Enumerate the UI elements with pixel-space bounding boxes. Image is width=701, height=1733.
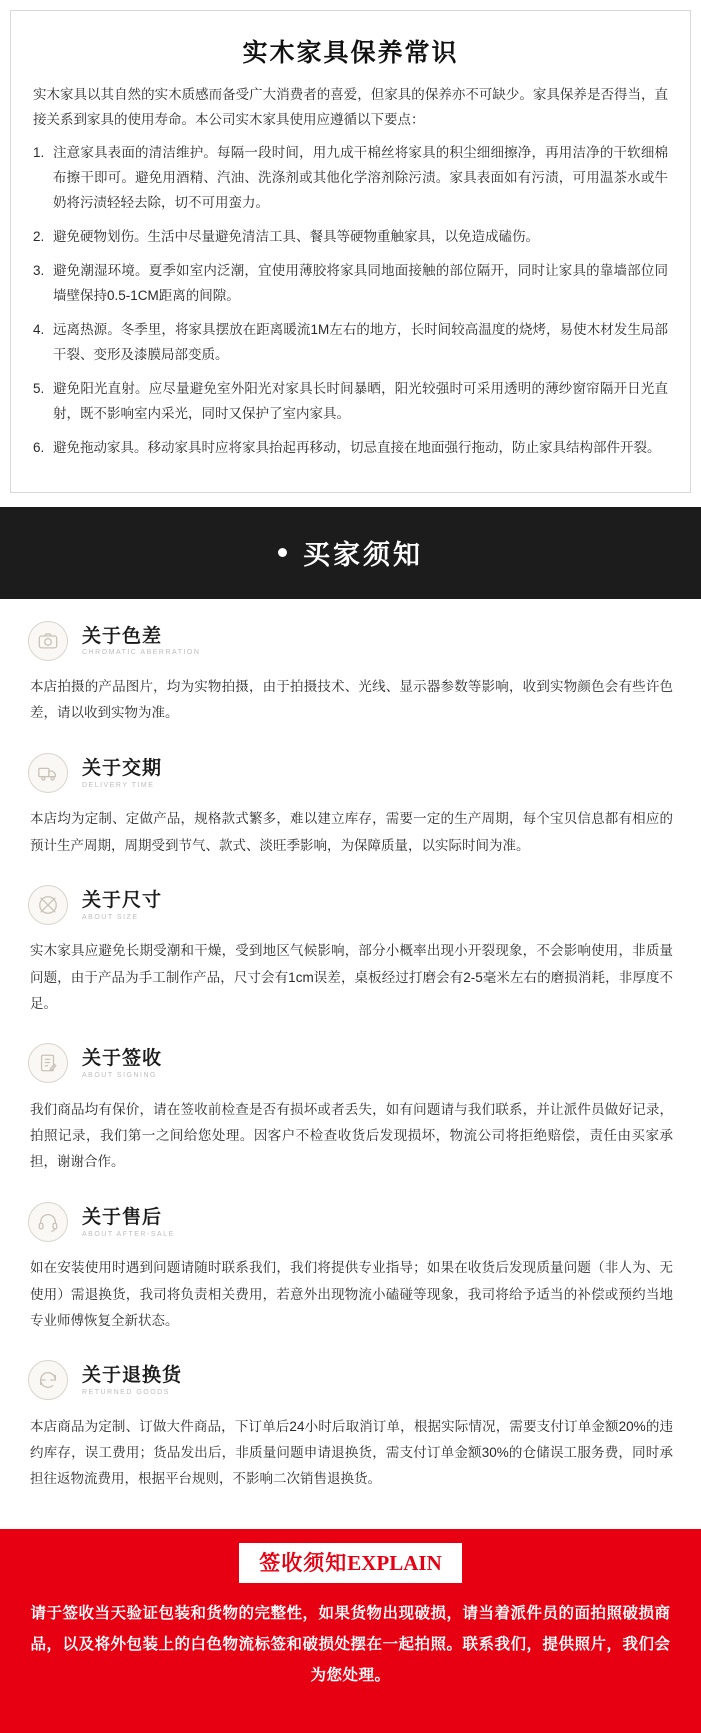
return-icon: [28, 1360, 68, 1400]
signature-icon: [28, 1043, 68, 1083]
care-tip-number: 4.: [33, 321, 45, 337]
notice-block-text: 我们商品均有保价，请在签收前检查是否有损坏或者丢失，如有问题请与我们联系，并让派件员做好记录，拍照记录，我们第一之间给您处理。因客户不检查收货后发现损坏，物流公司将拒绝赔偿，责任由买家承担，谢谢合作。: [30, 1101, 673, 1170]
notice-block-subtitle: CHROMATIC ABERRATION: [82, 649, 201, 657]
notice-block-titles: [82, 1206, 175, 1238]
care-tip-item: [33, 318, 668, 368]
truck-icon: [28, 753, 68, 793]
headset-icon: [28, 1202, 68, 1242]
notice-block-title: 关于退换货: [82, 1365, 183, 1387]
notice-block-text: 本店均为定制、定做产品，规格款式繁多，难以建立库存，需要一定的生产周期，每个宝贝信息都有相应的预计生产周期，周期受到节气、款式、淡旺季影响，为保障质量，以实际时间为准。: [30, 811, 673, 853]
notice-block-title: 关于尺寸: [82, 889, 163, 911]
care-tip-text: 避免硬物划伤。生活中尽量避免清洁工具、餐具等硬物重触家具，以免造成磕伤。: [53, 228, 539, 244]
notice-block-titles: [82, 1047, 162, 1079]
notice-block-header: [28, 885, 673, 925]
explain-badge-en: EXPLAIN: [347, 1550, 442, 1575]
buyer-notice-header: [0, 507, 701, 599]
notice-block-title: 关于色差: [82, 625, 163, 647]
care-tip-number: 5.: [33, 380, 45, 396]
care-tip-text: 注意家具表面的清洁维护。每隔一段时间，用九成干棉丝将家具的积尘细细擦净，再用洁净的干软细棉布擦干即可。避免用酒精、汽油、洗涤剂或其他化学溶剂除污渍。家具表面如有污渍，可用温茶水或牛奶将污渍轻轻去除，切不可用蛮力。: [53, 144, 668, 210]
notice-block-text: 如在安装使用时遇到问题请随时联系我们，我们将提供专业指导；如果在收货后发现质量问题（非人为、无使用）需退换货，我司将负责相关费用，若意外出现物流小磕碰等现象，我司将给予适当的补偿或预约当地专业师傅恢复全新状态。: [30, 1260, 673, 1328]
notice-block-titles: [82, 625, 200, 657]
notice-block-title: 关于签收: [82, 1048, 163, 1070]
buyer-notice-list: [0, 599, 701, 1529]
buyer-notice-title: 买家须知: [303, 540, 423, 571]
notice-block-title: 关于交期: [82, 757, 163, 779]
care-tip-item: [33, 141, 668, 216]
notice-block-header: [28, 753, 673, 793]
care-tips-box: [10, 10, 691, 493]
explain-badge-cn: 签收须知: [259, 1551, 348, 1575]
care-tip-text: 远离热源。冬季里，将家具摆放在距离暖流1M左右的地方，长时间较高温度的烧烤，易使木材发生局部干裂、变形及漆膜局部变质。: [53, 321, 668, 362]
care-tip-item: [33, 377, 668, 427]
notice-block-text: 本店拍摄的产品图片，均为实物拍摄，由于拍摄技术、光线、显示器参数等影响，收到实物颜色会有些许色差，请以收到实物为准。: [30, 679, 673, 721]
care-tip-number: 6.: [33, 439, 45, 455]
care-tips-section: [0, 0, 701, 507]
notice-block-header: [28, 1043, 673, 1083]
notice-block-text: 本店商品为定制、订做大件商品，下订单后24小时后取消订单，根据实际情况，需要支付订单金额20%的违约库存，误工费用；货品发出后，非质量问题申请退换货，需支付订单金额30%的仓储误工服务费，同时承担往返物流费用，根据平台规则，不影响二次销售退换货。: [30, 1418, 673, 1487]
notice-block-size: [28, 885, 673, 1017]
ruler-icon: [28, 885, 68, 925]
care-tip-item: [33, 259, 668, 309]
notice-block-subtitle: DELIVERY TIME: [82, 781, 155, 789]
care-tips-list: [33, 141, 668, 461]
explain-badge-wrap: [24, 1543, 677, 1583]
care-tip-text: 避免阳光直射。应尽量避免室外阳光对家具长时间暴晒，阳光较强时可采用透明的薄纱窗帘隔开日光直射，既不影响室内采光，同时又保护了室内家具。: [53, 380, 668, 421]
dot-icon: [278, 548, 287, 557]
camera-icon: [28, 621, 68, 661]
notice-block-title: 关于售后: [82, 1206, 163, 1228]
notice-block-subtitle: ABOUT SIZE: [82, 913, 139, 921]
notice-block-header: [28, 621, 673, 661]
care-tip-number: 3.: [33, 262, 45, 278]
care-tip-number: 1.: [33, 144, 45, 160]
care-tip-number: 2.: [33, 228, 45, 244]
explain-text: 请于签收当天验证包装和货物的完整性，如果货物出现破损，请当着派件员的面拍照破损商品，以及将外包装上的白色物流标签和破损处摆在一起拍照。联系我们，提供照片，我们会为您处理。: [30, 1605, 671, 1685]
care-tip-item: [33, 436, 668, 461]
notice-block-aftersale: [28, 1202, 673, 1334]
notice-block-titles: [82, 889, 162, 921]
signing-explain-banner: [0, 1529, 701, 1733]
explain-badge: [239, 1543, 462, 1583]
notice-block-returns: [28, 1360, 673, 1492]
notice-block-titles: [82, 757, 162, 789]
notice-block-header: [28, 1202, 673, 1242]
care-tip-text: 避免拖动家具。移动家具时应将家具抬起再移动，切忌直接在地面强行拖动，防止家具结构部件开裂。: [53, 439, 661, 455]
care-tip-text: 避免潮湿环境。夏季如室内泛潮，宜使用薄胶将家具同地面接触的部位隔开，同时让家具的靠墙部位同墙壁保持0.5-1CM距离的间隙。: [53, 262, 668, 303]
care-tips-title: 实木家具保养常识: [242, 39, 459, 67]
notice-block-color: [28, 621, 673, 727]
notice-block-titles: [82, 1364, 182, 1396]
care-tip-item: [33, 225, 668, 250]
notice-block-subtitle: ABOUT AFTER-SALE: [82, 1230, 175, 1238]
care-tips-intro: 实木家具以其自然的实木质感而备受广大消费者的喜爱，但家具的保养亦不可缺少。家具保养是否得当，直接关系到家具的使用寿命。本公司实木家具使用应遵循以下要点：: [33, 87, 668, 127]
notice-block-delivery: [28, 753, 673, 859]
notice-block-subtitle: ABOUT SIGNING: [82, 1072, 157, 1080]
notice-block-signing: [28, 1043, 673, 1175]
notice-block-header: [28, 1360, 673, 1400]
notice-block-text: 实木家具应避免长期受潮和干燥，受到地区气候影响，部分小概率出现小开裂现象，不会影响使用，非质量问题，由于产品为手工制作产品，尺寸会有1cm误差，桌板经过打磨会有2-5毫米左右的磨损消耗，非厚度不足。: [30, 943, 673, 1011]
notice-block-subtitle: RETURNED GOODS: [82, 1389, 170, 1397]
